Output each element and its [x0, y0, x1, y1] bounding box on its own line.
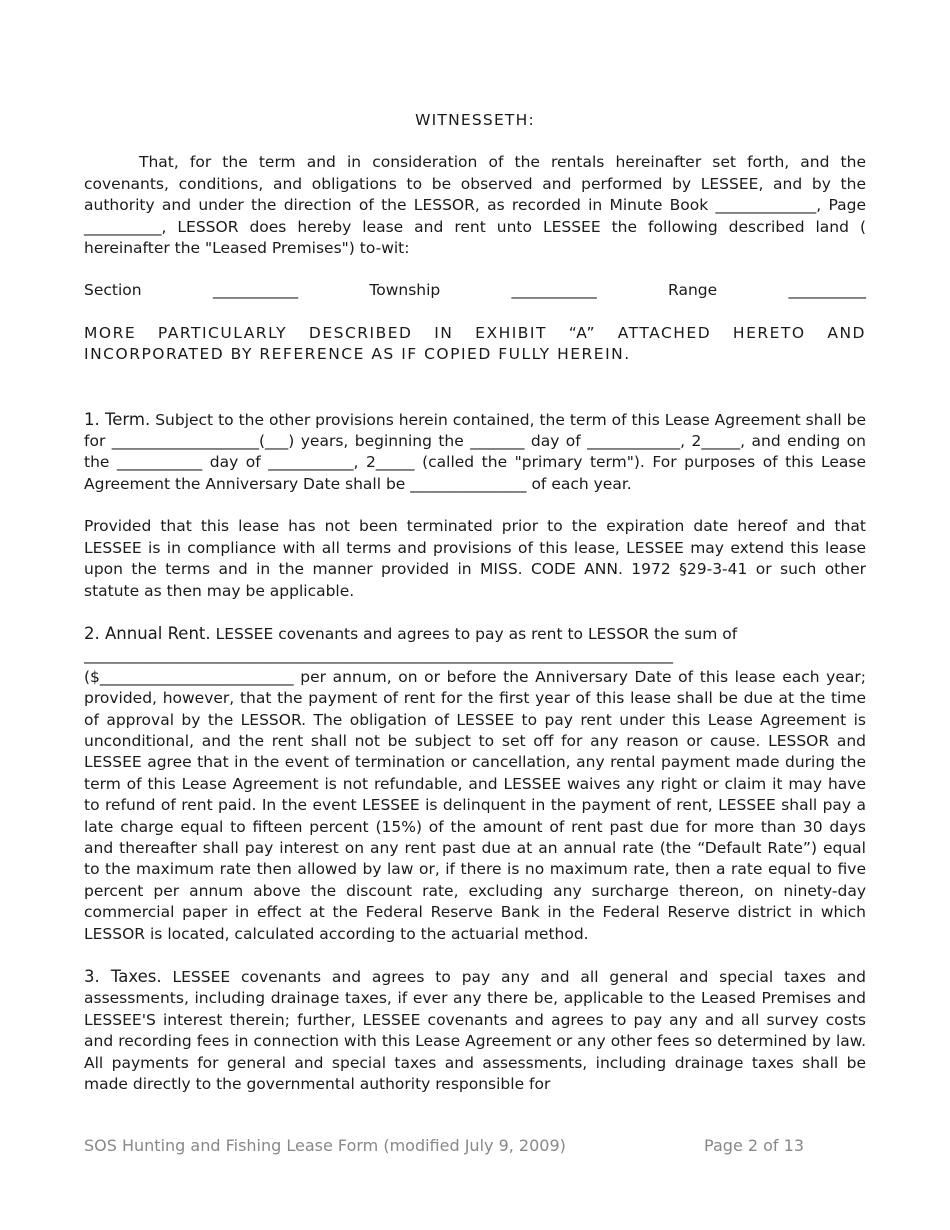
annual-rent-blank-line: ____________________________________________________________________________: [84, 646, 673, 665]
annual-rent-intro: LESSEE covenants and agrees to pay as rent to LESSOR the sum of: [210, 624, 738, 643]
document-page: [84, 110, 866, 1095]
township-label: Township: [369, 281, 441, 300]
section-label: Section: [84, 281, 142, 300]
footer-page-number: Page 2 of 13: [704, 1136, 804, 1155]
taxes-title: 3. Taxes.: [84, 967, 162, 986]
exhibit-paragraph: MORE PARTICULARLY DESCRIBED IN EXHIBIT “A” ATTACHED HERETO AND INCORPORATED BY REFERENCE AS IF COPIED FULLY HEREIN.: [84, 323, 866, 364]
range-blank: __________: [788, 281, 866, 300]
footer-form-name: SOS Hunting and Fishing Lease Form (modified July 9, 2009): [84, 1136, 566, 1155]
location-row: [84, 280, 866, 301]
term-body: Subject to the other provisions herein contained, the term of this Lease Agreement shall be for ___________________(___) years, beginning the _______ day of ____________, 2_____, and ending on the ___________ day of ___________, 2_____ (called the "primary term"). For purposes of this Lease Agreement the Anniversary Date shall be _______________ of each year.: [84, 410, 866, 493]
annual-rent-body: ($_________________________ per annum, on or before the Anniversary Date of this lease each year; provided, however, that the payment of rent for the first year of this lease shall be due at the time of approval by the LESSOR. The obligation of LESSEE to pay rent under this Lease Agreement is unconditional, and the rent shall not be subject to set off for any reason or cause. LESSOR and LESSEE agree that in the event of termination or cancellation, any rental payment made during the term of this Lease Agreement is not refundable, and LESSEE waives any right or claim it may have to refund of rent paid. In the event LESSEE is delinquent in the payment of rent, LESSEE shall pay a late charge equal to fifteen percent (15%) of the amount of rent past due for more than 30 days and thereafter shall pay interest on any rent past due at an annual rate (the “Default Rate”) equal to the maximum rate then allowed by law or, if there is no maximum rate, then a rate equal to five percent per annum above the discount rate, excluding any surcharge thereon, on ninety-day commercial paper in effect at the Federal Reserve Bank in the Federal Reserve district in which LESSOR is located, calculated according to the actuarial method.: [84, 667, 866, 943]
annual-rent-line1: [84, 623, 866, 645]
extension-paragraph: Provided that this lease has not been terminated prior to the expiration date hereof and that LESSEE is in compliance with all terms and provisions of this lease, LESSEE may extend this lease upon the terms and in the manner provided in MISS. CODE ANN. 1972 §29-3-41 or such other statute as then may be applicable.: [84, 517, 866, 600]
range-label: Range: [668, 281, 718, 300]
page-footer: [84, 1136, 804, 1155]
taxes-paragraph: [84, 966, 866, 1095]
intro-paragraph: That, for the term and in consideration of the rentals hereinafter set forth, and the covenants, conditions, and obligations to be observed and performed by LESSEE, and by the authority and under the direction of the LESSOR, as recorded in Minute Book _____________, Page __________, LESSOR does hereby lease and rent unto LESSEE the following described land ( hereinafter the "Leased Premises") to-wit:: [84, 153, 866, 258]
annual-rent-title: 2. Annual Rent.: [84, 623, 211, 643]
heading-witnesseth: WITNESSETH:: [415, 111, 535, 129]
township-blank: ___________: [511, 281, 597, 300]
taxes-body: LESSEE covenants and agrees to pay any and all general and special taxes and assessments, including drainage taxes, if ever any there be, applicable to the Leased Premises and LESSEE'S interest therein; further, LESSEE covenants and agrees to pay any and all survey costs and recording fees in connection with this Lease Agreement or any other fees so determined by law. All payments for general and special taxes and assessments, including drainage taxes shall be made directly to the governmental authority responsible for: [84, 968, 866, 1094]
term-paragraph: [84, 409, 866, 496]
section-blank: ___________: [212, 281, 299, 300]
term-title: 1. Term.: [84, 409, 151, 429]
